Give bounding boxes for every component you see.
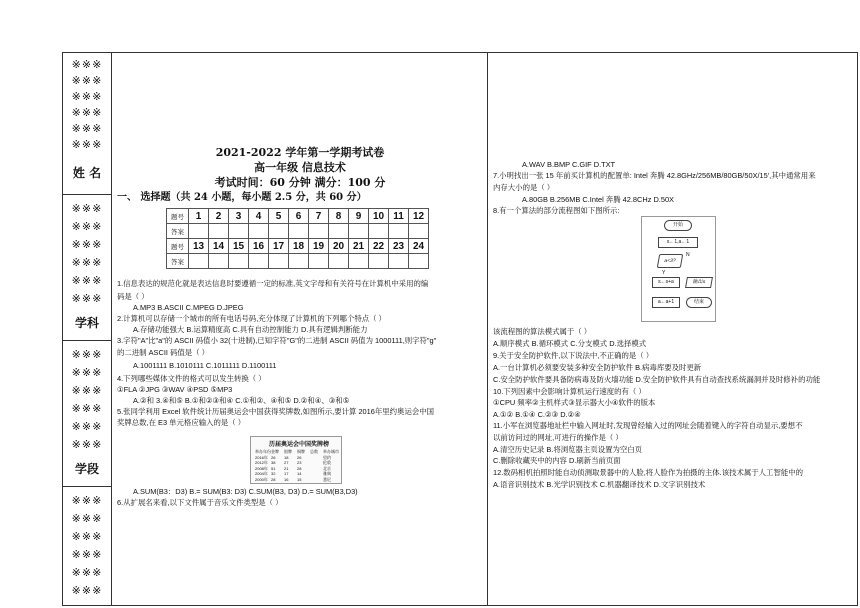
- answer-cell[interactable]: [189, 254, 209, 269]
- question-line: 6.从扩展名来看,以下文件属于音乐文件类型是（ ）: [117, 498, 283, 507]
- question-line: 的二进制 ASCII 码值是（ ）: [117, 348, 209, 357]
- answer-cell[interactable]: [229, 224, 249, 239]
- grade-label: 学段: [74, 462, 99, 476]
- answer-cell[interactable]: [389, 254, 409, 269]
- star-row: ※※※: [71, 531, 103, 543]
- question-line: 以前访问过的网址,可进行的操作是（ ）: [493, 433, 623, 442]
- question-line: A.80GB B.256MB C.Intel 奔腾 42.8CHz D.50X: [522, 195, 674, 204]
- question-number-cell: 20: [329, 239, 349, 254]
- question-line: 1.信息表达的规范化就是表达信息时要遵循一定的标准,英文字母和有关符号在计算机中采用的编: [117, 279, 429, 288]
- star-row: ※※※: [71, 257, 103, 269]
- excel-cell: 14: [297, 471, 302, 476]
- question-line: ①FLA ②JPG ③WAV ④PSD ⑤MP3: [117, 385, 233, 394]
- question-number-cell: 2: [209, 209, 229, 224]
- question-line: ①CPU 频率②主机样式③显示器大小④软件的版本: [493, 398, 656, 407]
- star-row: ※※※: [71, 367, 103, 379]
- question-line: 5.张同学利用 Excel 软件统计历届奥运会中国获得奖牌数,如图所示,要计算 2016年里约奥运会中国: [117, 407, 435, 416]
- question-line: 内存大小的是（ ）: [493, 183, 555, 192]
- question-line: 3.字符"A"比"a"的 ASCII 码值小 32(十进制),已知字符"G"的二进制 ASCII 码值为 1000111,则字符"g": [117, 336, 437, 345]
- question-number-cell: 15: [229, 239, 249, 254]
- question-number-cell: 21: [349, 239, 369, 254]
- question-number-cell: 4: [249, 209, 269, 224]
- star-row: ※※※: [71, 293, 103, 305]
- question-line: A.①② B.①④ C.②③ D.②④: [493, 410, 581, 419]
- excel-cell: 2016年: [255, 454, 268, 460]
- excel-cell: 28: [271, 476, 276, 482]
- flow-condition: a<3?: [657, 254, 683, 268]
- question-line: C.安全防护软件要具备防病毒及防火墙功能 D.安全防护软件具有自动查找系统漏洞并及时修补的功能: [493, 375, 821, 384]
- question-line: 12.数码相机拍照时能自动侦测取景器中的人脸,将人脸作为拍摄的主体.该技术属于人工智能中的: [493, 468, 804, 477]
- question-line: A.一台计算机必须要安装多种安全防护软件 B.病毒库要及时更新: [493, 363, 702, 372]
- answer-cell[interactable]: [349, 224, 369, 239]
- question-line: A.清空历史记录 B.将浏览器主页设置为空白页: [493, 445, 643, 454]
- excel-cell: 2012年: [255, 460, 268, 465]
- excel-cell: 38: [271, 460, 276, 465]
- answer-cell[interactable]: [289, 224, 309, 239]
- star-row: ※※※: [71, 221, 103, 233]
- binding-sidebar: [62, 52, 112, 606]
- excel-cell: 17: [284, 471, 289, 476]
- excel-figure: [250, 436, 342, 484]
- section-heading: 一、 选择题（共 24 小题，每小题 2.5 分，共 60 分）: [117, 192, 367, 203]
- star-row: ※※※: [71, 349, 103, 361]
- answer-cell[interactable]: [369, 254, 389, 269]
- flow-no-label: N: [686, 252, 690, 258]
- answer-cell[interactable]: [289, 254, 309, 269]
- star-row: ※※※: [71, 439, 103, 451]
- question-line: 码是（ ）: [117, 292, 149, 301]
- question-line: 9.关于安全防护软件,以下说法中,不正确的是（ ）: [493, 351, 654, 360]
- excel-cell: 2000年: [255, 476, 268, 482]
- question-line: A.MP3 B.ASCII C.MPEG D.JPEG: [133, 303, 244, 312]
- question-number-cell: 18: [289, 239, 309, 254]
- answer-cell[interactable]: [309, 224, 329, 239]
- question-line: A.语音识别技术 B.光学识别技术 C.机器翻译技术 D.文字识别技术: [493, 480, 706, 489]
- excel-cell: 15: [297, 476, 302, 482]
- answer-cell[interactable]: [389, 224, 409, 239]
- exam-info: 考试时间：60 分钟 满分：100 分: [214, 176, 386, 189]
- star-row: ※※※: [71, 139, 103, 151]
- question-line: 奖牌总数,在 E3 单元格应输入的是（ ）: [117, 418, 246, 427]
- question-number-cell: 17: [269, 239, 289, 254]
- question-number-cell: 13: [189, 239, 209, 254]
- question-number-cell: 3: [229, 209, 249, 224]
- name-label: 姓 名: [72, 166, 102, 180]
- answer-cell[interactable]: [329, 224, 349, 239]
- star-row: ※※※: [71, 203, 103, 215]
- question-number-cell: 22: [369, 239, 389, 254]
- star-row: ※※※: [71, 107, 103, 119]
- question-number-cell: 14: [209, 239, 229, 254]
- star-row: ※※※: [71, 585, 103, 597]
- answer-cell[interactable]: [409, 224, 429, 239]
- answer-cell[interactable]: [349, 254, 369, 269]
- exam-subtitle: 高一年级 信息技术: [254, 161, 346, 174]
- answer-cell[interactable]: [229, 254, 249, 269]
- star-row: ※※※: [71, 59, 103, 71]
- flow-start: 开始: [664, 220, 692, 231]
- question-line: 8.有一个算法的部分流程图如下图所示:: [493, 206, 620, 215]
- star-row: ※※※: [71, 385, 103, 397]
- question-number-cell: 8: [329, 209, 349, 224]
- answer-cell[interactable]: [369, 224, 389, 239]
- question-line: 4.下列哪些媒体文件的格式可以发生转换（ ）: [117, 374, 266, 383]
- flow-init: s←1,a←1: [658, 237, 698, 248]
- star-row: ※※※: [71, 549, 103, 561]
- answer-cell[interactable]: [269, 254, 289, 269]
- question-line: A.存储功能强大 B.运算精度高 C.具有自动控制能力 D.具有逻辑判断能力: [133, 325, 368, 334]
- excel-cell: 银牌: [284, 449, 292, 454]
- answer-cell[interactable]: [329, 254, 349, 269]
- excel-cell: 里约: [323, 454, 331, 460]
- flow-end: 结束: [686, 297, 712, 308]
- answer-cell[interactable]: [309, 254, 329, 269]
- answer-grid: [166, 208, 429, 269]
- flow-yes-label: Y: [662, 270, 666, 276]
- question-line: A.SUM(B3：D3) B.= SUM(B3: D3) C.SUM(B3, D3) D.= SUM(B3,D3): [133, 487, 358, 496]
- excel-cell: 27: [284, 460, 289, 465]
- star-row: ※※※: [71, 91, 103, 103]
- excel-cell: 18: [284, 454, 289, 460]
- star-row: ※※※: [71, 123, 103, 135]
- question-number-cell: 5: [269, 209, 289, 224]
- excel-cell: 举办年份: [255, 449, 271, 454]
- answer-cell[interactable]: [189, 224, 209, 239]
- excel-cell: 金牌: [271, 449, 279, 454]
- question-line: 2.计算机可以存储一个城市的所有电话号码,充分体现了计算机的下列哪个特点（ ）: [117, 314, 386, 323]
- answer-cell[interactable]: [209, 254, 229, 269]
- star-row: ※※※: [71, 421, 103, 433]
- excel-cell: 总数: [310, 449, 318, 454]
- question-line: A.顺序模式 B.循环模式 C.分支模式 D.选择模式: [493, 339, 647, 348]
- excel-cell: 举办城市: [323, 449, 339, 454]
- question-number-cell: 11: [389, 209, 409, 224]
- question-number-cell: 1: [189, 209, 209, 224]
- excel-cell: 2004年: [255, 471, 268, 476]
- exam-title: 2021-2022 学年第一学期考试卷: [215, 146, 385, 159]
- excel-cell: 21: [284, 465, 289, 471]
- question-number-cell: 24: [409, 239, 429, 254]
- answer-cell[interactable]: [249, 224, 269, 239]
- star-row: ※※※: [71, 567, 103, 579]
- star-row: ※※※: [71, 239, 103, 251]
- excel-title: 历届奥运会中国奖牌榜: [269, 442, 330, 448]
- question-line: A.WAV B.BMP C.GIF D.TXT: [522, 160, 616, 169]
- question-number-cell: 10: [369, 209, 389, 224]
- excel-cell: 悉尼: [323, 476, 331, 482]
- question-line: 该流程图的算法模式属于（ ）: [493, 327, 592, 336]
- question-line: A.②和 3.④和⑤ B.①和②③和④ C.①和②、④和⑤ D.②和④、③和⑤: [133, 396, 350, 405]
- flow-output: 输出s: [685, 277, 713, 288]
- question-number-cell: 23: [389, 239, 409, 254]
- excel-cell: 16: [284, 476, 289, 482]
- excel-cell: 23: [297, 460, 302, 465]
- excel-cell: 铜牌: [297, 449, 305, 454]
- divider: [62, 340, 112, 341]
- question-line: A.1001111 B.1010111 C.1011111 D.1100111: [133, 361, 277, 370]
- divider: [62, 486, 112, 487]
- question-line: C.删除收藏夹中的内容 D.刷新当前页面: [493, 456, 621, 465]
- flowchart-figure: [641, 216, 716, 322]
- excel-cell: 26: [297, 454, 302, 460]
- subject-label: 学科: [74, 316, 99, 330]
- question-number-cell: 19: [309, 239, 329, 254]
- excel-cell: 雅典: [323, 471, 331, 476]
- star-row: ※※※: [71, 513, 103, 525]
- star-row: ※※※: [71, 275, 103, 287]
- excel-cell: 28: [297, 465, 302, 471]
- excel-cell: 32: [271, 471, 276, 476]
- question-line: 11.小军在浏览器地址栏中输入网址时,发现曾经输入过的网址会随着键入的字符自动显示,要想不: [493, 421, 803, 430]
- answer-cell[interactable]: [209, 224, 229, 239]
- question-line: 10.下列因素中会影响计算机运行速度的有（ ）: [493, 387, 646, 396]
- excel-cell: 26: [271, 454, 276, 460]
- flow-body: s←s+a: [652, 277, 680, 288]
- excel-cell: 2008年: [255, 465, 268, 471]
- column-divider: [487, 52, 488, 606]
- answer-cell[interactable]: [249, 254, 269, 269]
- grid-label: 题号: [167, 209, 189, 224]
- star-row: ※※※: [71, 495, 103, 507]
- question-number-cell: 9: [349, 209, 369, 224]
- grid-label: 答案: [167, 224, 189, 239]
- answer-cell[interactable]: [269, 224, 289, 239]
- answer-cell[interactable]: [409, 254, 429, 269]
- star-row: ※※※: [71, 75, 103, 87]
- divider: [62, 194, 112, 195]
- question-number-cell: 7: [309, 209, 329, 224]
- excel-cell: 北京: [323, 465, 331, 471]
- grid-label: 题号: [167, 239, 189, 254]
- star-row: ※※※: [71, 403, 103, 415]
- flow-increment: a←a+1: [652, 297, 680, 308]
- excel-cell: 51: [271, 465, 276, 471]
- grid-label: 答案: [167, 254, 189, 269]
- excel-cell: 伦敦: [323, 460, 331, 465]
- question-number-cell: 12: [409, 209, 429, 224]
- question-line: 7.小明找出一张 15 年前买计算机的配置单: Intel 奔腾 42.8GHz/256MB/80GB/50X/15',其中通常用来: [493, 171, 816, 180]
- question-number-cell: 16: [249, 239, 269, 254]
- question-number-cell: 6: [289, 209, 309, 224]
